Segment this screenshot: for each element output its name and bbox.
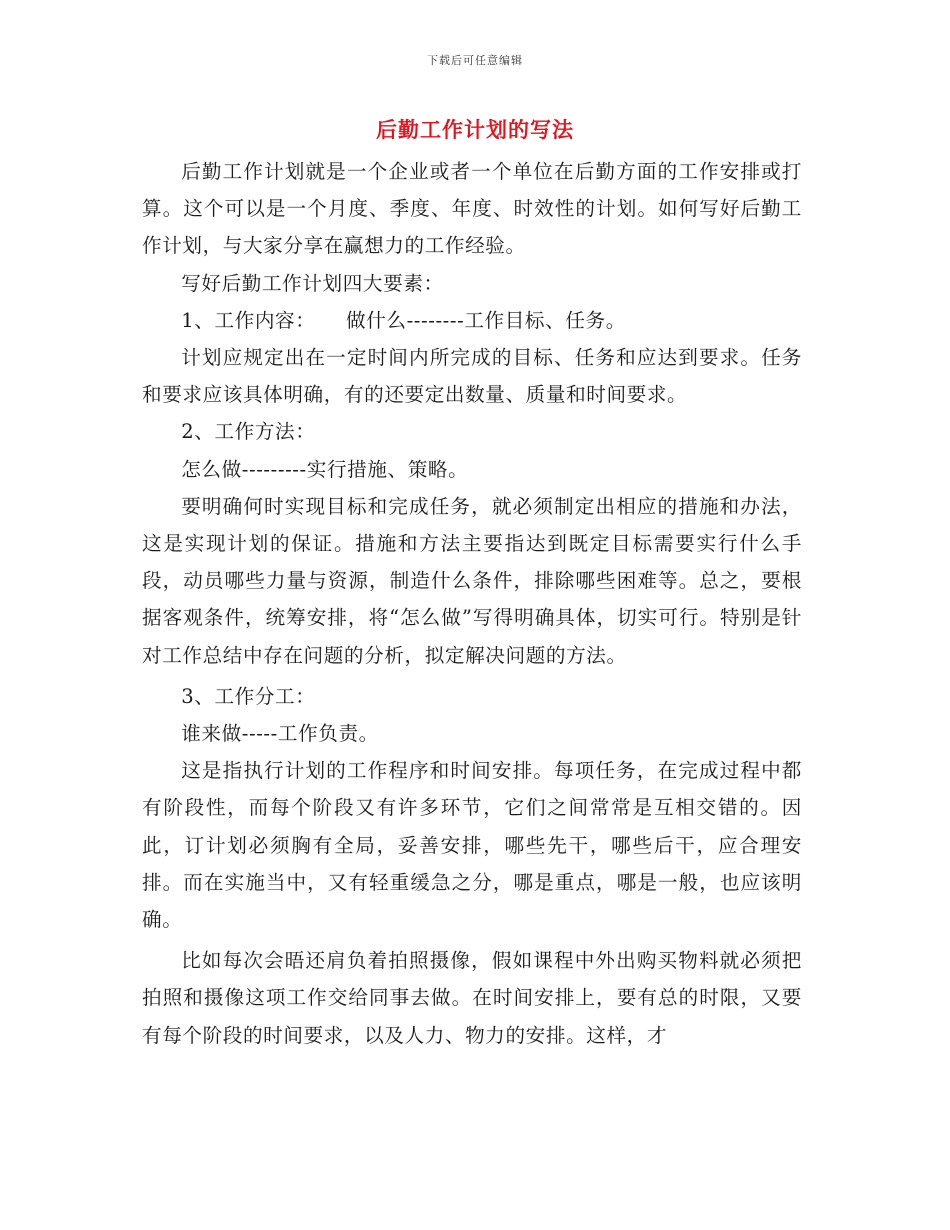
paragraph-four-elements: 写好后勤工作计划四大要素： <box>181 271 444 295</box>
paragraph-section-3-subheading: 谁来做-----工作负责。 <box>181 722 379 746</box>
paragraph-section-2-subheading: 怎么做---------实行措施、策略。 <box>181 457 469 481</box>
paragraph-section-3-body: 这是指执行计划的工作程序和时间安排。每项任务，在完成过程中都有阶段性，而每个阶段又有许多环节，它们之间常常是互相交错的。因此，订计划必须胸有全局，妥善安排，哪些先干，哪些后干，应合理安排。而在实施当中，又有轻重缓急之分，哪是重点，哪是一般，也应该明确。 <box>142 759 802 932</box>
paragraph-section-3-heading: 3、工作分工： <box>181 684 316 708</box>
document-body <box>142 153 802 1054</box>
header-note: 下载后可任意编辑 <box>427 54 523 67</box>
paragraph-example: 比如每次会晤还肩负着拍照摄像，假如课程中外出购买物料就必须把拍照和摄像这项工作交给同事去做。在时间安排上，要有总的时限，又要有每个阶段的时间要求，以及人力、物力的安排。这样，才 <box>142 949 802 1047</box>
paragraph-intro: 后勤工作计划就是一个企业或者一个单位在后勤方面的工作安排或打算。这个可以是一个月度、季度、年度、时效性的计划。如何写好后勤工作计划，与大家分享在赢想力的工作经验。 <box>142 160 802 258</box>
paragraph-section-2-body: 要明确何时实现目标和完成任务，就必须制定出相应的措施和办法，这是实现计划的保证。措施和方法主要指达到既定目标需要实行什么手段，动员哪些力量与资源，制造什么条件，排除哪些困难等。总之，要根据客观条件，统筹安排，将“怎么做”写得明确具体，切实可行。特别是针对工作总结中存在问题的分析，拟定解决问题的方法。 <box>142 494 802 667</box>
paragraph-section-1-body: 计划应规定出在一定时间内所完成的目标、任务和应达到要求。任务和要求应该具体明确，有的还要定出数量、质量和时间要求。 <box>142 346 802 407</box>
paragraph-section-2-heading: 2、工作方法： <box>181 420 316 444</box>
paragraph-section-1-heading: 1、工作内容： 做什么--------工作目标、任务。 <box>181 308 626 332</box>
document-title: 后勤工作计划的写法 <box>376 117 574 142</box>
